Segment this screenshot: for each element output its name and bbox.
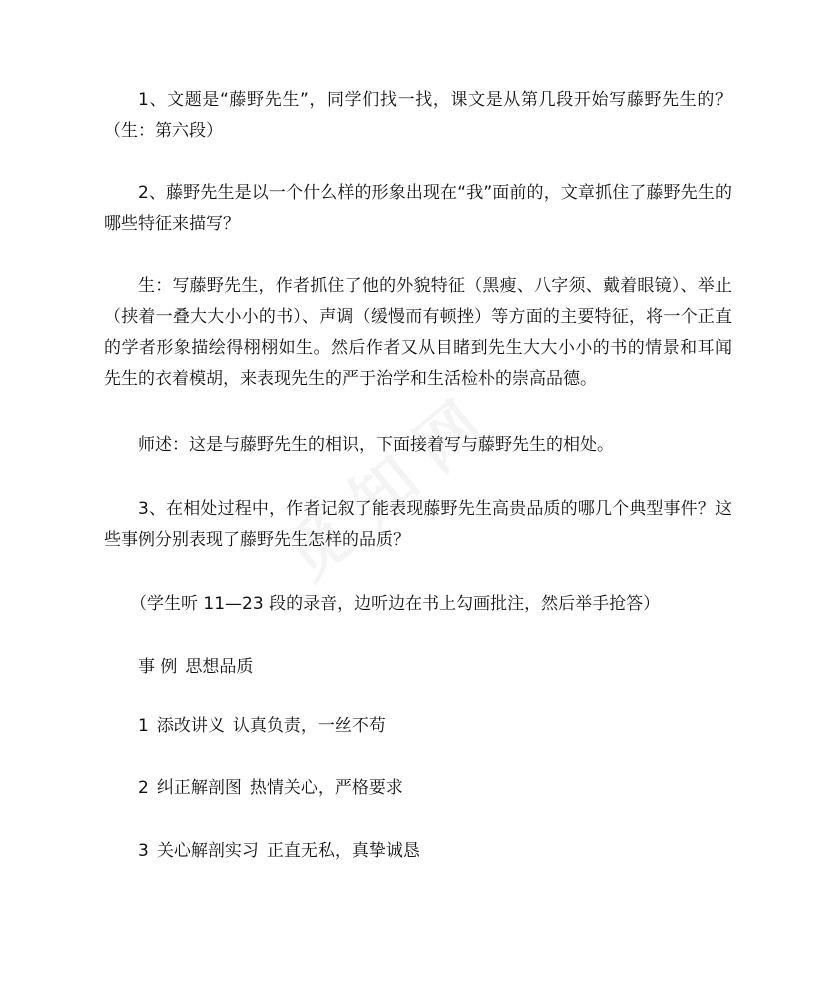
table-row [138, 836, 420, 867]
row-quality: 正直无私，真挚诚恳 [266, 841, 420, 861]
row-quality: 热情关心，严格要求 [249, 778, 403, 798]
teacher-narration: 师述：这是与藤野先生的相识，下面接着写与藤野先生的相处。 [138, 435, 614, 455]
question-3: 3、在相处过程中，作者记叙了能表现藤野先生高贵品质的哪几个典型事件？这些事例分别表现了藤野先生怎样的品质？ [104, 499, 732, 550]
table-row [138, 773, 403, 804]
row-event: 纠正解剖图 [156, 778, 242, 798]
row-number: 2 [138, 778, 149, 798]
student-answer: 生：写藤野先生，作者抓住了他的外貌特征（黑瘦、八字须、戴着眼镜）、举止（挟着一叠大大小小的书）、声调（缓慢而有顿挫）等方面的主要特征，将一个正直的学者形象描绘得栩栩如生。然后作者又从目睹到先生大大小小的书的情景和耳闻先生的衣着模胡，来表现先生的严于治学和生活检朴的崇高品德。 [104, 276, 732, 389]
row-number: 1 [138, 716, 149, 736]
question-1: 1、文题是“藤野先生”，同学们找一找，课文是从第几段开始写藤野先生的？（生：第六段） [104, 90, 732, 141]
row-event: 添改讲义 [156, 716, 225, 736]
row-quality: 认真负责，一丝不苟 [232, 716, 386, 736]
row-number: 3 [138, 841, 149, 861]
table-header [138, 652, 253, 683]
student-instruction: （学生听 11—23 段的录音，边听边在书上勾画批注，然后举手抢答） [130, 594, 661, 614]
question-2: 2、藤野先生是以一个什么样的形象出现在“我”面前的，文章抓住了藤野先生的哪些特征来描写？ [104, 183, 732, 234]
row-event: 关心解剖实习 [156, 841, 259, 861]
header-qualities: 思想品质 [185, 657, 254, 677]
header-events: 事 例 [138, 657, 178, 677]
table-row [138, 711, 386, 742]
